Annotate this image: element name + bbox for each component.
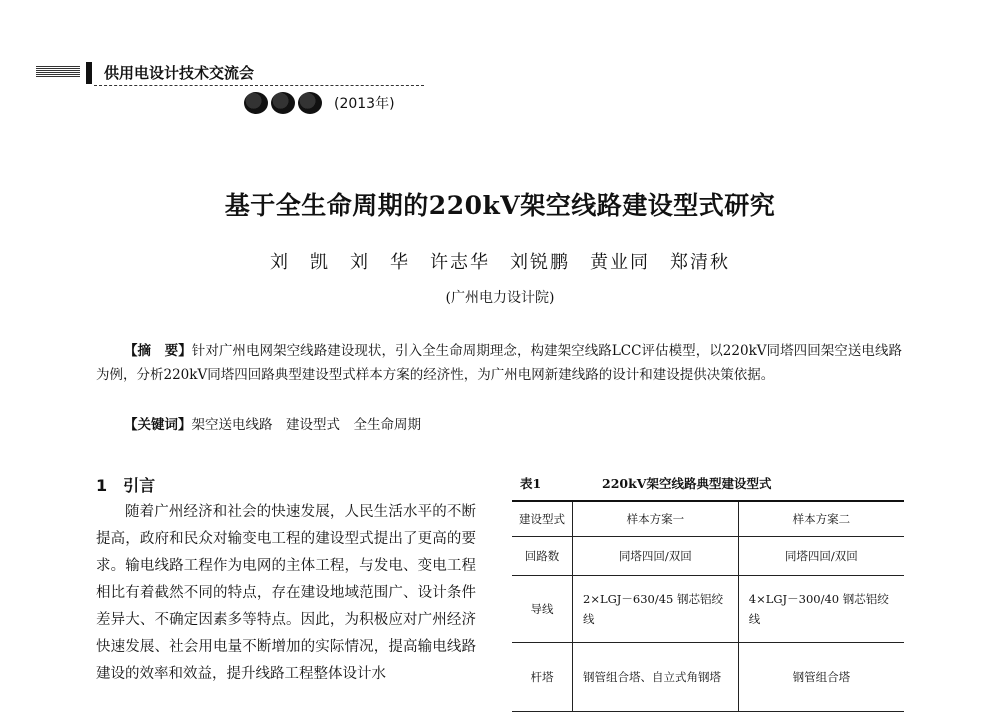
keywords — [96, 413, 902, 433]
construction-type-table — [512, 500, 904, 712]
table-cell: 钢管组合塔、自立式角钢塔 — [573, 643, 739, 712]
table-header-cell: 样本方案一 — [573, 501, 739, 537]
ornament-dot-icon — [298, 92, 322, 114]
table-cell: 钢管组合塔 — [738, 643, 904, 712]
table-cell: 导线 — [512, 576, 573, 643]
table-cell: 同塔四回/双回 — [738, 537, 904, 576]
section-number: 1 — [96, 476, 108, 495]
table-row — [512, 537, 904, 576]
table-number: 表1 — [520, 476, 542, 491]
table-cell: 回路数 — [512, 537, 573, 576]
ornament-dot-icon — [244, 92, 268, 114]
paper-title: 基于全生命周期的220kV架空线路建设型式研究 — [224, 191, 776, 220]
header-bar-decoration — [86, 62, 92, 84]
table-cell: 杆塔 — [512, 643, 573, 712]
abstract-label: 【摘 要】 — [124, 343, 192, 359]
keywords-label: 【关键词】 — [124, 417, 192, 433]
table-cell: 2×LGJ－630/45 钢芯铝绞线 — [573, 576, 739, 643]
paper-authors: 刘 凯 刘 华 许志华 刘锐鹏 黄业同 郑清秋 — [270, 252, 730, 273]
table-header-row — [512, 501, 904, 537]
paper-affiliation: (广州电力设计院) — [445, 290, 555, 306]
table-cell: 同塔四回/双回 — [573, 537, 739, 576]
ornament-dot-icon — [271, 92, 295, 114]
header-dot-ornaments — [244, 92, 322, 114]
table-row — [512, 643, 904, 712]
section-body-text: 随着广州经济和社会的快速发展，人民生活水平的不断提高，政府和民众对输变电工程的建设型式提出了更高的要求。输电线路工程作为电网的主体工程，与发电、变电工程相比有着截然不同的特点，存在建设地域范围广、设计条件差异大、不确定因素多等特点。因此，为积极应对广州经济快速发展、社会用电量不断增加的实际情况，提高输电线路建设的效率和效益，提升线路工程整体设计水 — [96, 504, 476, 682]
table-row — [512, 576, 904, 643]
section-heading — [96, 473, 155, 496]
abstract — [96, 339, 902, 387]
section-title: 引言 — [123, 476, 156, 495]
table-caption-text: 220kV架空线路典型建设型式 — [602, 476, 772, 491]
conference-year: (2013年) — [334, 96, 395, 112]
header-stripes-decoration — [36, 66, 80, 77]
table-header-cell: 建设型式 — [512, 501, 573, 537]
abstract-text: 针对广州电网架空线路建设现状，引入全生命周期理念，构建架空线路LCC评估模型，以220kV同塔四回架空送电线路为例，分析220kV同塔四回路典型建设型式样本方案的经济性，为广州电网新建线路的设计和建设提供决策依据。 — [96, 343, 903, 383]
keywords-text: 架空送电线路 建设型式 全生命周期 — [191, 417, 421, 433]
conference-series-title: 供用电设计技术交流会 — [104, 64, 255, 82]
table-caption — [520, 474, 900, 492]
table-header-cell: 样本方案二 — [738, 501, 904, 537]
header-dashed-rule — [94, 85, 424, 86]
table-cell: 4×LGJ－300/40 钢芯铝绞线 — [738, 576, 904, 643]
